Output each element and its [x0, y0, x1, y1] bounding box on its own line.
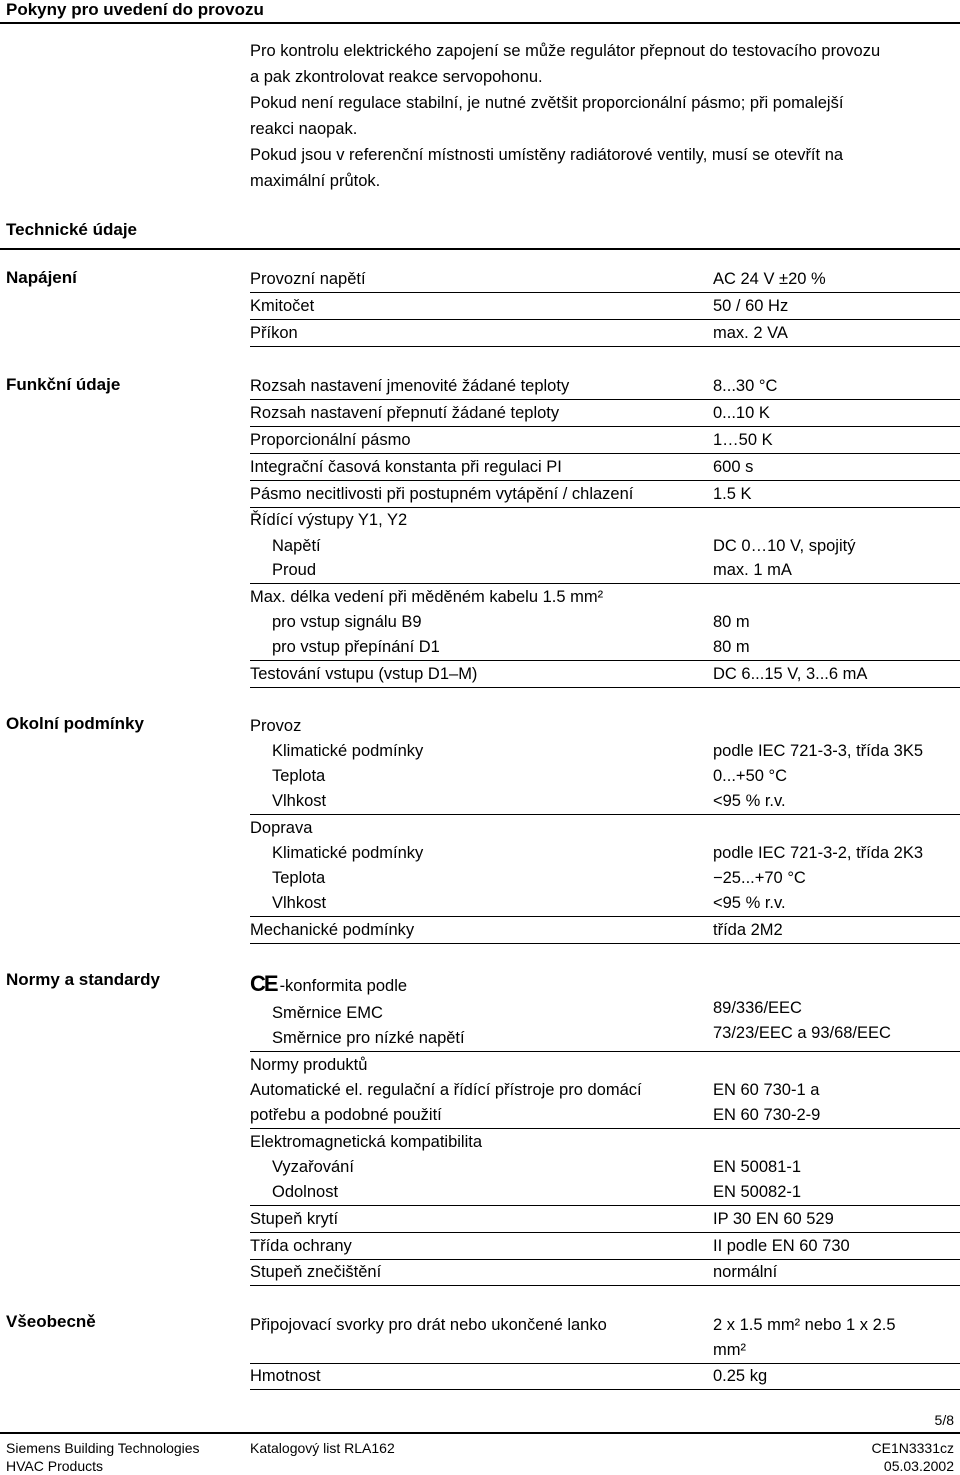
spec-key: Vlhkost: [272, 894, 327, 912]
footer-date: 05.03.2002: [883, 1458, 954, 1474]
footer-division: HVAC Products: [6, 1458, 103, 1474]
spec-value: 1.5 K: [713, 485, 752, 503]
spec-row: [250, 865, 960, 891]
spec-row: [250, 1052, 960, 1078]
spec-key: Vyzařování: [272, 1158, 354, 1176]
spec-row: [250, 1233, 960, 1260]
section-label-function: Funkční údaje: [6, 375, 121, 394]
spec-row: [250, 1025, 960, 1052]
spec-key: pro vstup signálu B9: [272, 613, 422, 631]
spec-value: EN 50081-1: [713, 1158, 802, 1176]
spec-row: [250, 1259, 960, 1286]
section-heading-commissioning: Pokyny pro uvedení do provozu: [6, 0, 264, 19]
spec-value: max. 2 VA: [713, 324, 788, 342]
spec-row: [250, 738, 960, 764]
divider: [0, 22, 960, 24]
spec-row: [250, 320, 960, 347]
spec-value: −25...+70 °C: [713, 869, 806, 887]
section-label-standards: Normy a standardy: [6, 970, 160, 989]
spec-value: <95 % r.v.: [713, 792, 786, 810]
spec-row: [250, 763, 960, 789]
spec-row: [250, 1206, 960, 1233]
spec-key: Směrnice pro nízké napětí: [272, 1029, 465, 1047]
spec-key: Testování vstupu (vstup D1–M): [250, 665, 478, 683]
divider: [0, 248, 960, 250]
spec-key: Pásmo necitlivosti při postupném vytápění / chlazení: [250, 485, 634, 503]
spec-value: EN 60 730-1 a: [713, 1081, 820, 1099]
spec-row: [250, 266, 960, 293]
spec-value: 80 m: [713, 613, 750, 631]
spec-value: 2 x 1.5 mm² nebo 1 x 2.5: [713, 1316, 896, 1334]
text-line: reakci naopak.: [250, 120, 358, 138]
spec-row: [250, 427, 960, 454]
spec-row: [250, 815, 960, 841]
spec-value: 50 / 60 Hz: [713, 297, 789, 315]
spec-value: EN 60 730-2-9: [713, 1106, 821, 1124]
ce-mark-icon: CE: [250, 971, 277, 996]
section-label-power: Napájení: [6, 268, 77, 287]
spec-key: Připojovací svorky pro drát nebo ukončené lanko: [250, 1316, 607, 1334]
spec-key: Hmotnost: [250, 1367, 321, 1385]
spec-key: Provoz: [250, 717, 302, 735]
spec-key: Automatické el. regulační a řídící přístroje pro domácí: [250, 1081, 642, 1099]
spec-value: II podle EN 60 730: [713, 1237, 850, 1255]
spec-row: [250, 373, 960, 400]
spec-key: Proporcionální pásmo: [250, 431, 411, 449]
spec-key: Rozsah nastavení jmenovité žádané teploty: [250, 377, 570, 395]
spec-key-text: -konformita podle: [279, 977, 408, 995]
spec-value: 0...10 K: [713, 404, 770, 422]
spec-value: <95 % r.v.: [713, 894, 786, 912]
text-line: Pokud jsou v referenční místnosti umístěny radiátorové ventily, musí se otevřít na: [250, 146, 844, 164]
spec-value: 0.25 kg: [713, 1367, 768, 1385]
spec-key: Doprava: [250, 819, 313, 837]
spec-row: [250, 1337, 960, 1364]
text-line: Pro kontrolu elektrického zapojení se může regulátor přepnout do testovacího provozu: [250, 42, 881, 60]
spec-value: 8...30 °C: [713, 377, 778, 395]
spec-key: Klimatické podmínky: [272, 844, 424, 862]
spec-key: Teplota: [272, 767, 326, 785]
spec-row: [250, 557, 960, 584]
spec-row: [250, 1129, 960, 1155]
spec-row: [250, 609, 960, 635]
section-heading-technical: Technické údaje: [6, 220, 138, 239]
spec-value: DC 0…10 V, spojitý: [713, 537, 856, 555]
spec-key: Klimatické podmínky: [272, 742, 424, 760]
spec-value: podle IEC 721-3-2, třída 2K3: [713, 844, 924, 862]
spec-key: potřebu a podobné použití: [250, 1106, 442, 1124]
footer-company: Siemens Building Technologies: [6, 1440, 200, 1456]
page-number: 5/8: [934, 1412, 954, 1428]
spec-key: [250, 971, 407, 997]
footer-doc: Katalogový list RLA162: [250, 1440, 395, 1456]
text-line: maximální průtok.: [250, 172, 381, 190]
spec-key: Vlhkost: [272, 792, 327, 810]
section-label-environment: Okolní podmínky: [6, 714, 144, 733]
spec-key: Stupeň znečištění: [250, 1263, 382, 1281]
spec-key: Odolnost: [272, 1183, 339, 1201]
spec-key: Třída ochrany: [250, 1237, 352, 1255]
spec-value: IP 30 EN 60 529: [713, 1210, 834, 1228]
spec-value: třída 2M2: [713, 921, 783, 939]
spec-row: [250, 1077, 960, 1103]
spec-value: EN 50082-1: [713, 1183, 802, 1201]
spec-row: [250, 840, 960, 866]
spec-key: pro vstup přepínání D1: [272, 638, 440, 656]
spec-row: [250, 293, 960, 320]
spec-key: Stupeň krytí: [250, 1210, 339, 1228]
spec-row: [250, 400, 960, 427]
spec-value: 600 s: [713, 458, 754, 476]
spec-row: [250, 713, 960, 739]
spec-row: [250, 454, 960, 481]
spec-row: [250, 507, 960, 533]
spec-row: [250, 788, 960, 815]
spec-key: Mechanické podmínky: [250, 921, 415, 939]
spec-row: [250, 917, 960, 944]
spec-row: [250, 1363, 960, 1390]
spec-value: max. 1 mA: [713, 561, 792, 579]
section-label-general: Všeobecně: [6, 1312, 96, 1331]
spec-key: Příkon: [250, 324, 298, 342]
spec-key: Provozní napětí: [250, 270, 366, 288]
spec-value: normální: [713, 1263, 778, 1281]
spec-row: [250, 634, 960, 661]
spec-row: [250, 890, 960, 917]
spec-value: AC 24 V ±20 %: [713, 270, 826, 288]
spec-row: [250, 533, 960, 559]
spec-row: [250, 1154, 960, 1180]
spec-key: Směrnice EMC: [272, 1004, 383, 1022]
spec-row: [250, 481, 960, 508]
spec-row: [250, 1312, 960, 1338]
spec-value: 80 m: [713, 638, 750, 656]
spec-row: [250, 1102, 960, 1129]
text-line: Pokud není regulace stabilní, je nutné zvětšit proporcionální pásmo; při pomalejší: [250, 94, 844, 112]
spec-row: [250, 661, 960, 688]
spec-value-cont: mm²: [713, 1341, 746, 1359]
spec-row: [250, 971, 960, 1000]
spec-key: Proud: [272, 561, 317, 579]
footer-doc-id: CE1N3331cz: [871, 1440, 954, 1456]
spec-value: 1…50 K: [713, 431, 773, 449]
spec-key: Integrační časová konstanta při regulaci PI: [250, 458, 562, 476]
spec-key: Teplota: [272, 869, 326, 887]
text-line: a pak zkontrolovat reakce servopohonu.: [250, 68, 543, 86]
spec-row: [250, 1000, 960, 1026]
spec-key: Kmitočet: [250, 297, 315, 315]
spec-value: 89/336/EEC: [713, 999, 802, 1017]
spec-row: [250, 1179, 960, 1206]
spec-key: Napětí: [272, 537, 321, 555]
spec-value: podle IEC 721-3-3, třída 3K5: [713, 742, 924, 760]
spec-row: [250, 584, 960, 610]
spec-value: 73/23/EEC a 93/68/EEC: [713, 1024, 891, 1042]
spec-value: 0...+50 °C: [713, 767, 788, 785]
footer-divider: [0, 1432, 960, 1434]
spec-key: Max. délka vedení při měděném kabelu 1.5 mm²: [250, 588, 604, 606]
spec-key: Rozsah nastavení přepnutí žádané teploty: [250, 404, 560, 422]
commissioning-text: [250, 38, 940, 194]
spec-key: Řídící výstupy Y1, Y2: [250, 511, 408, 529]
spec-key: Normy produktů: [250, 1056, 368, 1074]
spec-key: Elektromagnetická kompatibilita: [250, 1133, 483, 1151]
spec-value: DC 6...15 V, 3...6 mA: [713, 665, 868, 683]
